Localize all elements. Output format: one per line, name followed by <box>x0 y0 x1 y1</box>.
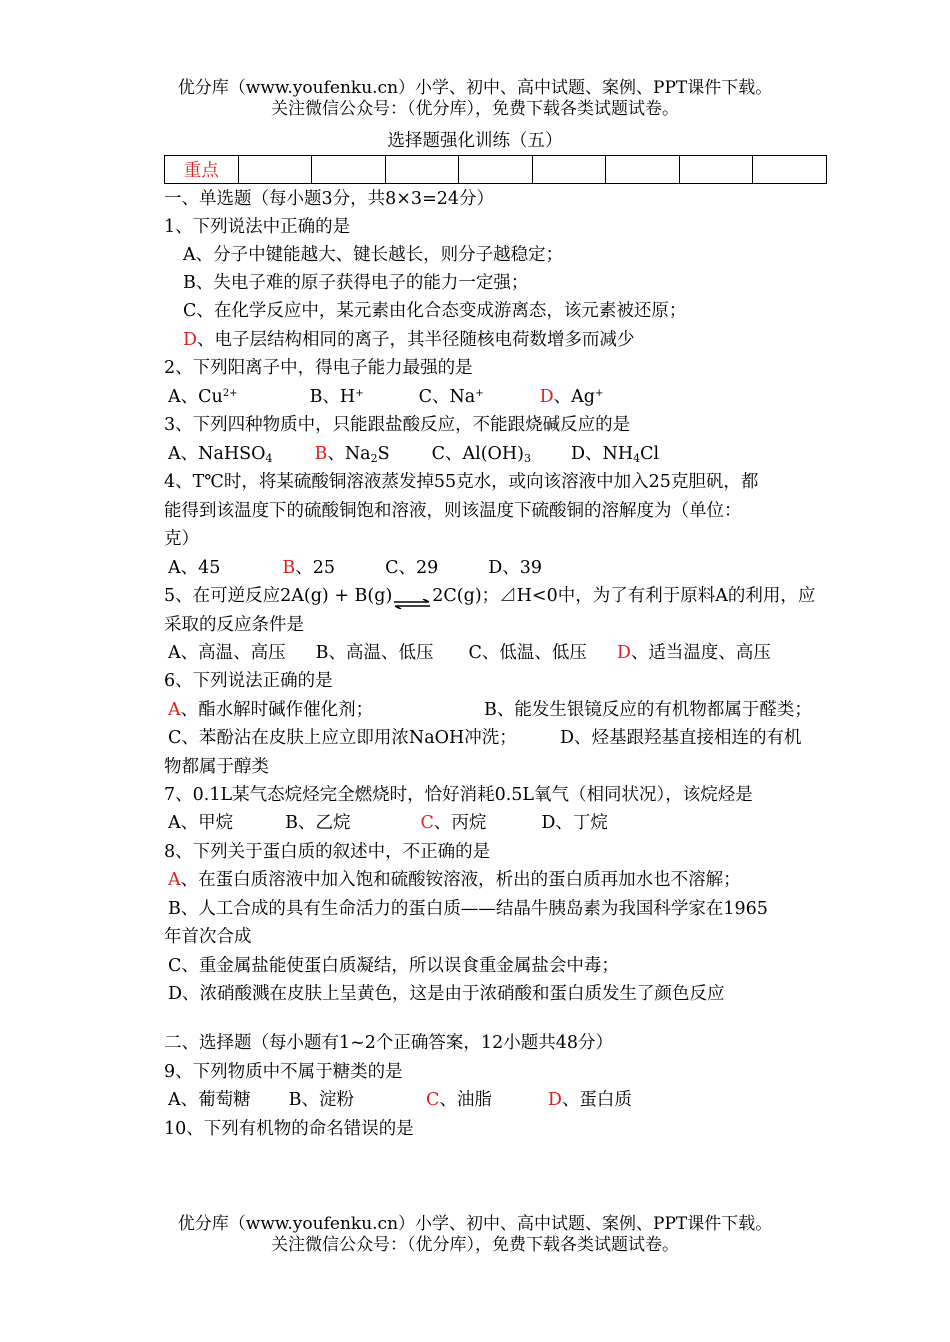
q2-option-b-charge: + <box>355 388 364 399</box>
q9-option-c <box>426 1090 492 1110</box>
q8-option-b-continued: 年首次合成 <box>164 927 252 947</box>
q1-option-b: B、失电子难的原子获得电子的能力一定强； <box>183 273 529 293</box>
q9-answer-mark-c: C <box>426 1090 440 1110</box>
q6-answer-mark: A <box>168 700 181 720</box>
question-10-stem: 10、下列有机物的命名错误的是 <box>164 1119 414 1139</box>
page-title: 选择题强化训练（五） <box>387 131 563 151</box>
q8-option-b: B、人工合成的具有生命活力的蛋白质——结晶牛胰岛素为我国科学家在1965 <box>168 899 768 919</box>
q9-answer-mark-d: D <box>547 1090 562 1110</box>
key-cell <box>459 156 533 184</box>
q9-option-d <box>548 1090 632 1110</box>
q9-option-a: A、葡萄糖 <box>168 1090 251 1110</box>
q5-option-d-text: 、适当温度、高压 <box>630 643 771 663</box>
q6-option-a-text: 、酯水解时碱作催化剂； <box>180 700 374 720</box>
q8-option-d: D、浓硝酸溅在皮肤上呈黄色，这是由于浓硝酸和蛋白质发生了颜色反应 <box>168 984 725 1004</box>
question-4-line-2: 能得到该温度下的硫酸铜饱和溶液，则该温度下硫酸铜的溶解度为（单位： <box>164 501 742 521</box>
q5-options <box>168 641 771 665</box>
q1-option-a: A、分子中键能越大、键长越长，则分子越稳定； <box>183 245 564 265</box>
q3-option-c-subscript: 3 <box>524 452 531 465</box>
question-9-stem: 9、下列物质中不属于糖类的是 <box>164 1062 403 1082</box>
q7-option-b: B、乙烷 <box>285 813 351 833</box>
q4-options <box>168 556 542 580</box>
question-3-stem: 3、下列四种物质中，只能跟盐酸反应，不能跟烧碱反应的是 <box>164 415 631 435</box>
q3-option-c <box>432 444 531 464</box>
q1-option-d <box>183 328 635 352</box>
q8-option-c: C、重金属盐能使蛋白质凝结，所以误食重金属盐会中毒； <box>168 956 619 976</box>
section-1-heading: 一、单选题（每小题3分，共8×3=24分） <box>164 189 494 209</box>
key-cell <box>238 156 312 184</box>
q5-reaction-right: 2C(g)；⊿H<0中，为了有利于原料A的利用，应 <box>432 586 816 606</box>
q8-answer-mark: A <box>168 870 181 890</box>
q3-option-d-subscript: 4 <box>633 452 641 465</box>
q3-answer-mark: B <box>314 444 328 464</box>
key-cell <box>679 156 753 184</box>
q7-options <box>168 811 608 835</box>
question-8-stem: 8、下列关于蛋白质的叙述中，不正确的是 <box>164 842 491 862</box>
q2-option-c-text: C、Na <box>418 387 476 407</box>
q4-option-c: C、29 <box>385 558 439 578</box>
key-points-table <box>164 155 827 184</box>
question-4-line-1: 4、T℃时，将某硫酸铜溶液蒸发掉55克水，或向该溶液中加入25克胆矾，都 <box>164 472 759 492</box>
q2-option-a <box>168 387 238 407</box>
key-cell <box>606 156 680 184</box>
key-cell <box>385 156 459 184</box>
question-6-stem: 6、下列说法正确的是 <box>164 671 333 691</box>
question-5-line-1 <box>164 584 815 608</box>
q2-option-d <box>540 387 604 407</box>
q5-option-c: C、低温、低压 <box>468 643 587 663</box>
q3-option-b-subscript: 2 <box>370 452 378 465</box>
q2-option-d-charge: + <box>594 388 604 399</box>
key-points-label: 重点 <box>165 156 239 184</box>
q3-option-d <box>571 444 659 464</box>
question-1-stem: 1、下列说法中正确的是 <box>164 217 351 237</box>
q3-option-b <box>314 444 389 464</box>
q7-answer-mark: C <box>420 813 434 833</box>
q9-option-d-text: 、蛋白质 <box>561 1090 632 1110</box>
q4-option-d: D、39 <box>488 558 543 578</box>
q1-option-d-text: 、电子层结构相同的离子，其半径随核电荷数增多而减少 <box>197 330 635 350</box>
q3-option-b-text: 、Na <box>327 444 371 464</box>
q5-answer-mark: D <box>616 643 631 663</box>
q7-option-d: D、丁烷 <box>541 813 608 833</box>
q5-option-d <box>617 643 771 663</box>
q2-option-b <box>310 387 364 407</box>
section-2-heading: 二、选择题（每小题有1~2个正确答案，12小题共48分） <box>164 1033 613 1053</box>
q3-option-a-text: A、NaHSO <box>168 444 266 464</box>
q5-reaction-left: 5、在可逆反应2A(g) + B(g) <box>164 586 393 606</box>
key-cell <box>753 156 827 184</box>
q9-option-c-text: 、油脂 <box>439 1090 492 1110</box>
q2-option-a-charge: 2+ <box>222 388 238 399</box>
q6-option-c: C、苯酚沾在皮肤上应立即用浓NaOH冲洗； <box>168 728 517 748</box>
q5-option-b: B、高温、低压 <box>315 643 434 663</box>
footer-line-2: 关注微信公众号：（优分库），免费下载各类试题试卷。 <box>271 1235 679 1255</box>
q3-option-d-tail: Cl <box>640 444 660 464</box>
q9-option-b: B、淀粉 <box>288 1090 355 1110</box>
question-5-line-2: 采取的反应条件是 <box>164 615 304 635</box>
q3-option-a-subscript: 4 <box>265 452 273 465</box>
q5-option-a: A、高温、高压 <box>168 643 286 663</box>
q7-option-c <box>421 813 487 833</box>
question-7-stem: 7、0.1L某气态烷烃完全燃烧时，恰好消耗0.5L氧气（相同状况），该烷烃是 <box>164 785 753 805</box>
footer-line-1: 优分库（www.youfenku.cn）小学、初中、高中试题、案例、PPT课件下载。 <box>177 1214 773 1234</box>
q8-option-a <box>168 868 741 892</box>
q7-option-a: A、甲烷 <box>168 813 234 833</box>
q8-option-a-text: 、在蛋白质溶液中加入饱和硫酸铵溶液，析出的蛋白质再加水也不溶解； <box>180 870 741 890</box>
header-line-1: 优分库（www.youfenku.cn）小学、初中、高中试题、案例、PPT课件下载。 <box>177 78 773 98</box>
q9-options <box>168 1088 632 1112</box>
header-line-2: 关注微信公众号：（优分库），免费下载各类试题试卷。 <box>271 99 679 119</box>
q2-options <box>168 385 603 409</box>
q3-option-a <box>168 444 272 464</box>
key-cell <box>532 156 606 184</box>
q1-option-c: C、在化学反应中，某元素由化合态变成游离态，该元素被还原； <box>183 301 687 321</box>
q3-options <box>168 442 659 466</box>
question-4-line-3: 克） <box>164 529 199 549</box>
q2-option-a-text: A、Cu <box>168 387 223 407</box>
q2-option-c <box>419 387 484 407</box>
q6-option-d: D、烃基跟羟基直接相连的有机 <box>560 728 802 748</box>
q2-option-d-text: 、Ag <box>553 387 595 407</box>
key-cell <box>312 156 386 184</box>
q3-option-b-tail: S <box>377 444 390 464</box>
q4-option-a: A、45 <box>168 558 221 578</box>
q2-answer-mark: D <box>539 387 554 407</box>
q4-option-b <box>282 558 335 578</box>
q3-option-d-text: D、NH <box>571 444 634 464</box>
q6-option-d-continued: 物都属于醇类 <box>164 757 269 777</box>
q2-option-c-charge: + <box>475 388 484 399</box>
q3-option-c-text: C、Al(OH) <box>431 444 524 464</box>
q4-answer-mark: B <box>282 558 296 578</box>
question-2-stem: 2、下列阳离子中，得电子能力最强的是 <box>164 358 473 378</box>
q7-option-c-text: 、丙烷 <box>433 813 487 833</box>
q1-answer-mark: D <box>183 330 198 350</box>
equilibrium-arrow-icon <box>392 592 432 602</box>
q6-option-b: B、能发生银镜反应的有机物都属于醛类； <box>484 700 812 720</box>
q4-option-b-text: 、25 <box>295 558 336 578</box>
q6-option-a <box>168 698 373 722</box>
q2-option-b-text: B、H <box>309 387 356 407</box>
